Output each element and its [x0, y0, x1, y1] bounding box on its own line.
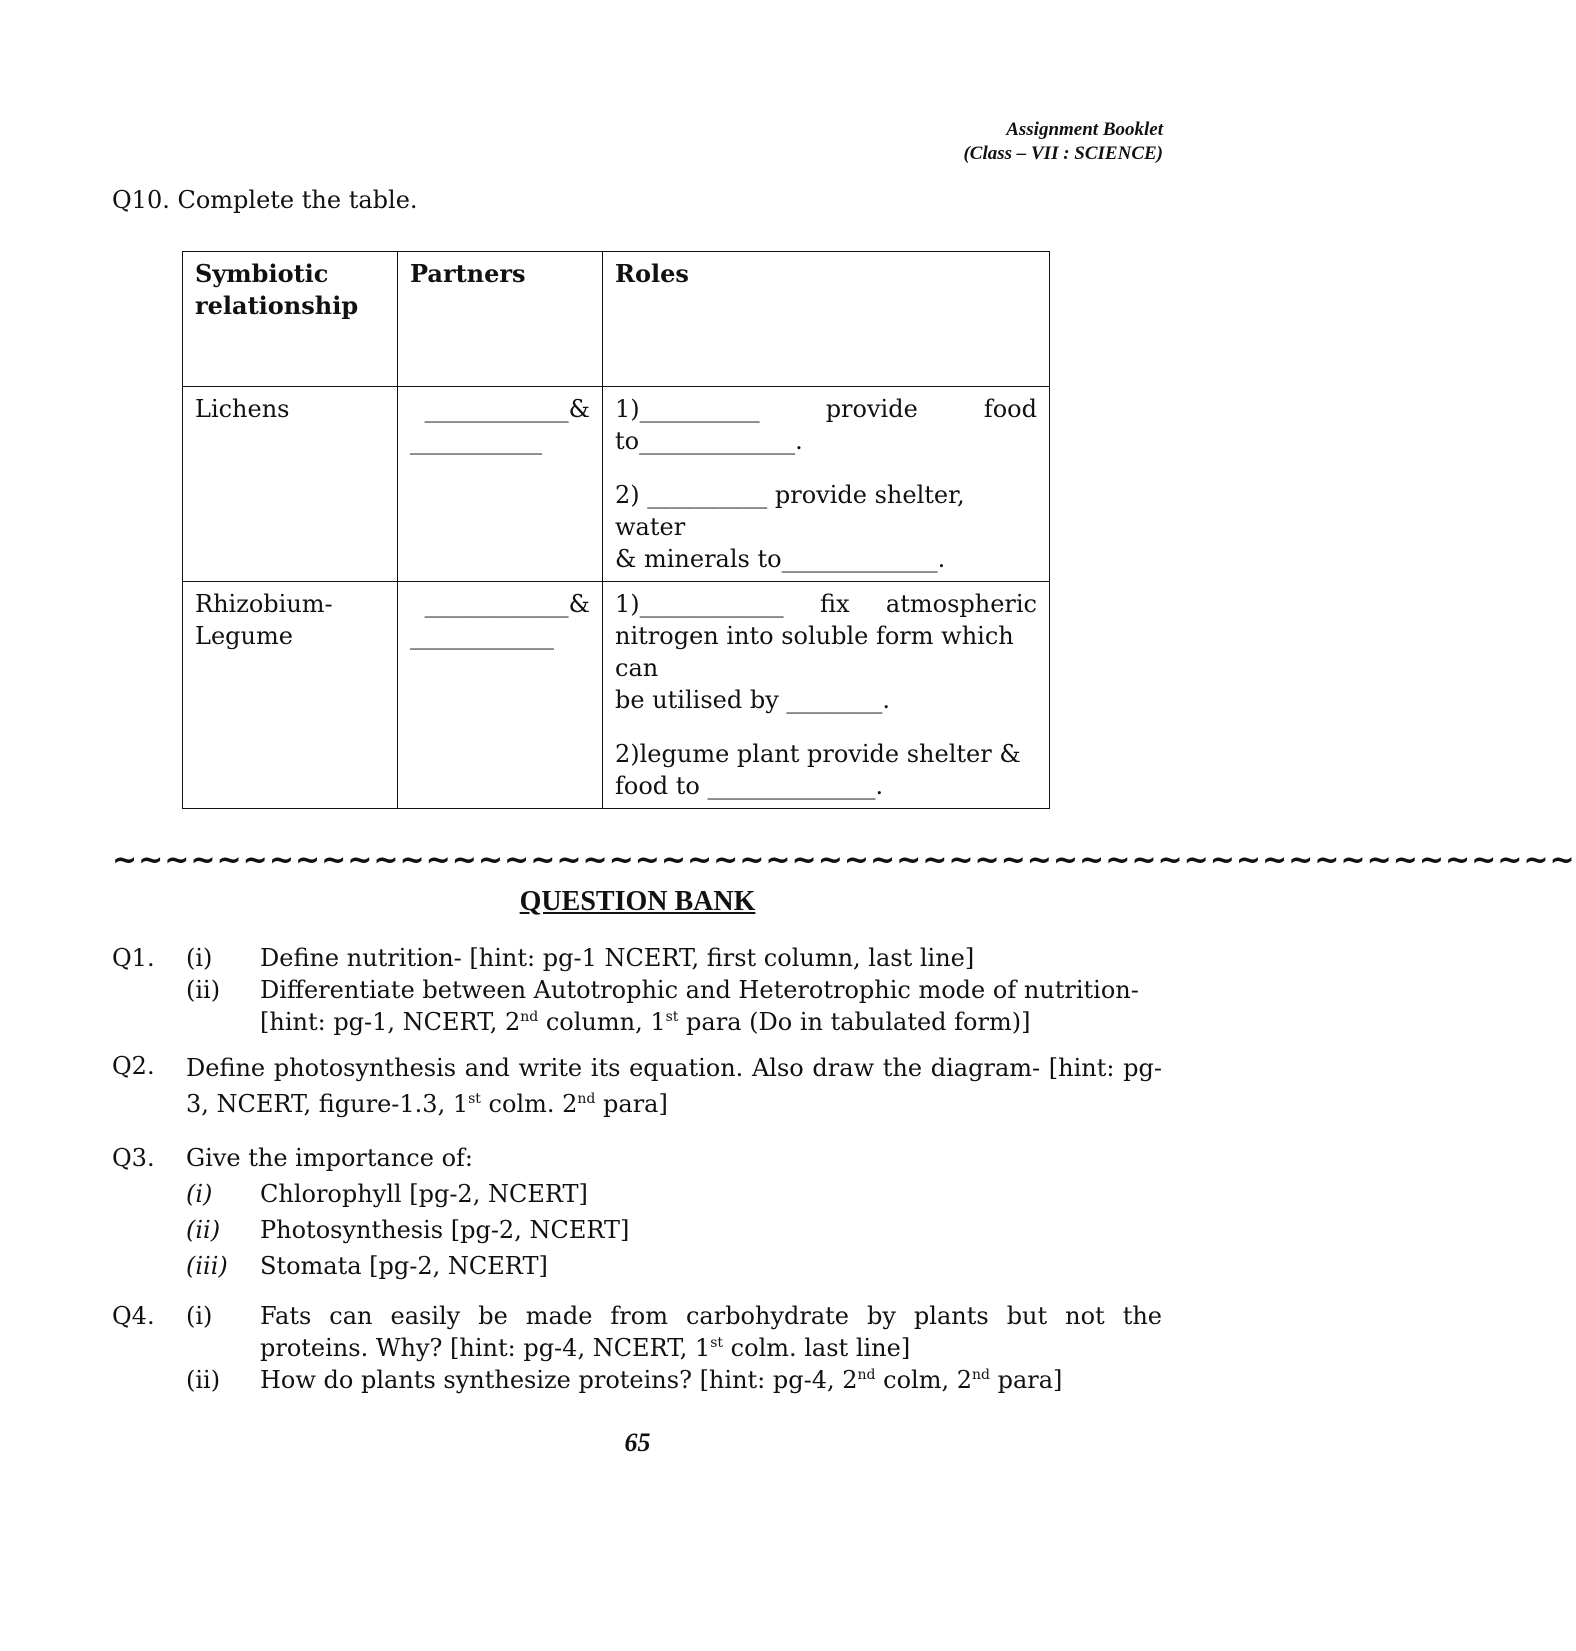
q3-item — [112, 1176, 1162, 1212]
lichens-label: Lichens — [195, 395, 290, 423]
part-text: Fats can easily be made from carbohydrate by plants but not the proteins. Why? [hint: pg-4, NCERT, 1st colm. last line] — [260, 1302, 1162, 1362]
q1-part-ii — [112, 974, 1162, 1038]
part-number: (i) — [186, 1302, 213, 1330]
question-number: Q4. — [112, 1302, 155, 1330]
rhizobium-role2-line1: 2)legume plant provide shelter & — [615, 740, 1021, 768]
rhizobium-role1-blank: 1)____________ — [615, 590, 784, 618]
cell-rhizobium-roles — [603, 582, 1050, 809]
part-text: Chlorophyll [pg-2, NCERT] — [260, 1180, 588, 1208]
part-text: Stomata [pg-2, NCERT] — [260, 1252, 548, 1280]
rhizobium-partner-blank-1: ____________& — [424, 590, 590, 618]
header-class: (Class – VII : SCIENCE) — [963, 143, 1163, 164]
header-title: Assignment Booklet — [1006, 119, 1163, 140]
q2-text: Define photosynthesis and write its equation. Also draw the diagram- [hint: pg-3, NCERT, figure-1.3, 1st colm. 2nd para] — [186, 1054, 1162, 1118]
question-3 — [112, 1140, 1162, 1284]
q3-item — [112, 1212, 1162, 1248]
question-2 — [112, 1050, 1162, 1122]
q3-item — [112, 1248, 1162, 1284]
rhizobium-label-1: Rhizobium- — [195, 590, 333, 618]
tilde-divider: ~~~~~~~~~~~~~~~~~~~~~~~~~~~~~~~~~~~~~~~~~~~~~~~~~~~~~~~~ — [112, 843, 1576, 878]
rhizobium-label-2: Legume — [195, 622, 293, 650]
question-number: Q3. — [112, 1144, 155, 1172]
lichens-role1-line2: to_____________. — [615, 427, 803, 455]
cell-rhizobium-partners — [398, 582, 603, 809]
lichens-role1-word: provide — [825, 395, 918, 423]
rhizobium-role1-line1 — [615, 588, 1037, 620]
part-text: Differentiate between Autotrophic and Heterotrophic mode of nutrition- — [260, 976, 1139, 1004]
lichens-partner-blank-1: ____________& — [424, 395, 590, 423]
rhizobium-partner-blank-2: ____________ — [410, 622, 554, 650]
part-text: How do plants synthesize proteins? [hint: pg-4, 2nd colm, 2nd para] — [260, 1366, 1063, 1394]
lichens-role2-line2: & minerals to_____________. — [615, 545, 946, 573]
rhizobium-role1-word2: atmospheric — [885, 590, 1037, 618]
question-number: Q1. — [112, 944, 155, 972]
table-row-rhizobium — [183, 582, 1050, 809]
lichens-role1-word2: food — [983, 395, 1037, 423]
question-bank-title: QUESTION BANK — [519, 886, 756, 917]
cell-lichens-name — [183, 387, 398, 582]
rhizobium-role1-word: fix — [820, 590, 850, 618]
question-number: Q2. — [112, 1052, 155, 1080]
rhizobium-role2-line2: food to ______________. — [615, 772, 884, 800]
q10-title: Q10. Complete the table. — [112, 186, 418, 214]
table-row-lichens — [183, 387, 1050, 582]
table-header-row — [183, 252, 1050, 387]
cell-lichens-roles — [603, 387, 1050, 582]
part-number: (ii) — [186, 976, 221, 1004]
question-1 — [112, 942, 1162, 1038]
symbiosis-table — [182, 251, 1050, 809]
cell-lichens-partners — [398, 387, 603, 582]
page-number: 65 — [624, 1428, 651, 1457]
lichens-role1-blank: 1)__________ — [615, 395, 760, 423]
part-number: (ii) — [186, 1216, 221, 1244]
q3-intro: Give the importance of: — [186, 1144, 473, 1172]
column-header-roles: Roles — [603, 252, 1050, 387]
q4-part-i — [112, 1300, 1162, 1364]
question-4 — [112, 1300, 1162, 1396]
lichens-role2-line1: 2) __________ provide shelter, water — [615, 481, 965, 541]
part-text: Define nutrition- [hint: pg-1 NCERT, first column, last line] — [260, 944, 975, 972]
part-number: (iii) — [186, 1252, 228, 1280]
part-number: (i) — [186, 944, 213, 972]
part-number: (i) — [186, 1180, 213, 1208]
column-header-relationship: Symbiotic relationship — [183, 252, 398, 387]
rhizobium-role1-line2: nitrogen into soluble form which can — [615, 622, 1014, 682]
q4-part-ii — [112, 1364, 1162, 1396]
column-header-partners: Partners — [398, 252, 603, 387]
part-number: (ii) — [186, 1366, 221, 1394]
lichens-role1-line1 — [615, 393, 1037, 425]
cell-rhizobium-name — [183, 582, 398, 809]
lichens-partner-blank-2: ___________ — [410, 427, 542, 455]
part-hint: [hint: pg-1, NCERT, 2nd column, 1st para (Do in tabulated form)] — [260, 1008, 1031, 1036]
rhizobium-role1-line3: be utilised by ________. — [615, 686, 891, 714]
booklet-header — [963, 118, 1163, 166]
part-text: Photosynthesis [pg-2, NCERT] — [260, 1216, 630, 1244]
q1-part-i — [112, 942, 1162, 974]
